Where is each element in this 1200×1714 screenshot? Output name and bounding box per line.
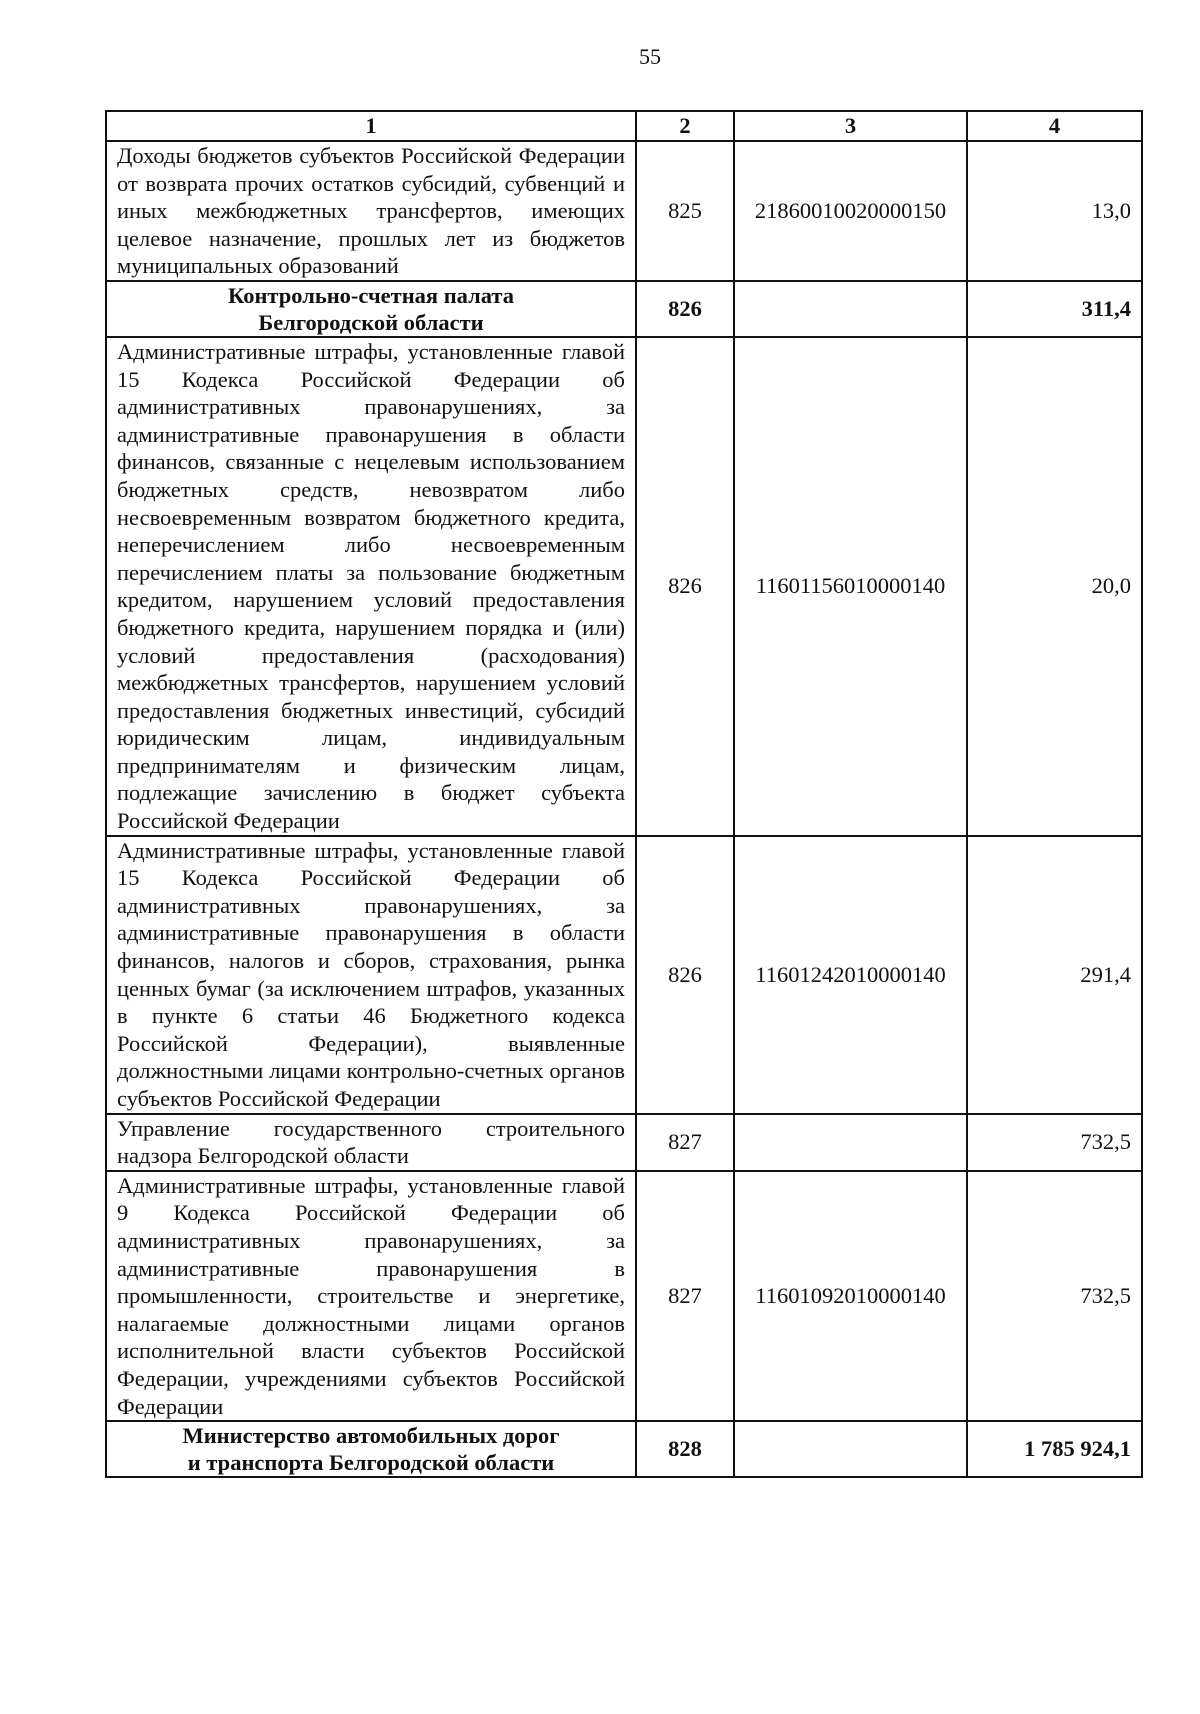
row-kbk: 11601092010000140 (734, 1171, 967, 1421)
row-kbk: 11601156010000140 (734, 337, 967, 836)
row-admin-code: 825 (636, 141, 734, 281)
row-description: Доходы бюджетов субъектов Российской Федерации от возврата прочих остатков субсидий, субвенций и иных межбюджетных трансфертов, имеющих целевое назначение, прошлых лет из бюджетов муниципальных образований (106, 141, 636, 281)
column-header-3: 3 (734, 111, 967, 141)
table-row (106, 836, 1142, 1114)
column-header-2: 2 (636, 111, 734, 141)
row-amount: 13,0 (967, 141, 1142, 281)
row-description: Управление государственного строительного надзора Белгородской области (106, 1114, 636, 1171)
row-kbk (734, 281, 967, 337)
row-amount: 291,4 (967, 836, 1142, 1114)
row-admin-code: 826 (636, 281, 734, 337)
table-row (106, 1171, 1142, 1421)
row-kbk: 11601242010000140 (734, 836, 967, 1114)
page-number: 55 (639, 44, 661, 69)
row-kbk (734, 1421, 967, 1477)
column-header-1: 1 (106, 111, 636, 141)
row-admin-code: 826 (636, 836, 734, 1114)
table-header-row (106, 111, 1142, 141)
section-title (106, 281, 636, 337)
row-admin-code: 827 (636, 1114, 734, 1171)
row-kbk (734, 1114, 967, 1171)
row-admin-code: 826 (636, 337, 734, 836)
row-description: Административные штрафы, установленные главой 9 Кодекса Российской Федерации об административных правонарушениях, за административные правонарушения в промышленности, строительстве и энергетике, налагаемые должностными лицами органов исполнительной власти субъектов Российской Федерации, учреждениями субъектов Российской Федерации (106, 1171, 636, 1421)
table-row (106, 141, 1142, 281)
row-amount: 732,5 (967, 1114, 1142, 1171)
row-amount: 20,0 (967, 337, 1142, 836)
section-title-line1: Министерство автомобильных дорог (182, 1423, 560, 1449)
row-admin-code: 827 (636, 1171, 734, 1421)
table-row (106, 337, 1142, 836)
section-title-line2: Белгородской области (258, 309, 484, 335)
section-row (106, 1421, 1142, 1477)
row-amount: 732,5 (967, 1171, 1142, 1421)
row-description: Административные штрафы, установленные главой 15 Кодекса Российской Федерации об административных правонарушениях, за административные правонарушения в области финансов, налогов и сборов, страхования, рынка ценных бумаг (за исключением штрафов, указанных в пункте 6 статьи 46 Бюджетного кодекса Российской Федерации), выявленные должностными лицами контрольно-счетных органов субъектов Российской Федерации (106, 836, 636, 1114)
section-row (106, 281, 1142, 337)
revenue-table (105, 110, 1143, 1478)
table-row (106, 1114, 1142, 1171)
row-kbk: 21860010020000150 (734, 141, 967, 281)
row-admin-code: 828 (636, 1421, 734, 1477)
row-amount: 1 785 924,1 (967, 1421, 1142, 1477)
row-description: Административные штрафы, установленные главой 15 Кодекса Российской Федерации об административных правонарушениях, за административные правонарушения в области финансов, связанные с нецелевым использованием бюджетных средств, невозвратом либо несвоевременным возвратом бюджетного кредита, неперечислением либо несвоевременным перечислением платы за пользование бюджетным кредитом, нарушением условий предоставления бюджетного кредита, нарушением порядка и (или) условий предоставления (расходования) межбюджетных трансфертов, нарушением условий предоставления бюджетных инвестиций, субсидий юридическим лицам, индивидуальным предпринимателям и физическим лицам, подлежащие зачислению в бюджет субъекта Российской Федерации (106, 337, 636, 836)
section-title-line2: и транспорта Белгородской области (187, 1450, 555, 1476)
section-title (106, 1421, 636, 1477)
column-header-4: 4 (967, 111, 1142, 141)
row-amount: 311,4 (967, 281, 1142, 337)
section-title-line1: Контрольно-счетная палата (228, 282, 514, 308)
